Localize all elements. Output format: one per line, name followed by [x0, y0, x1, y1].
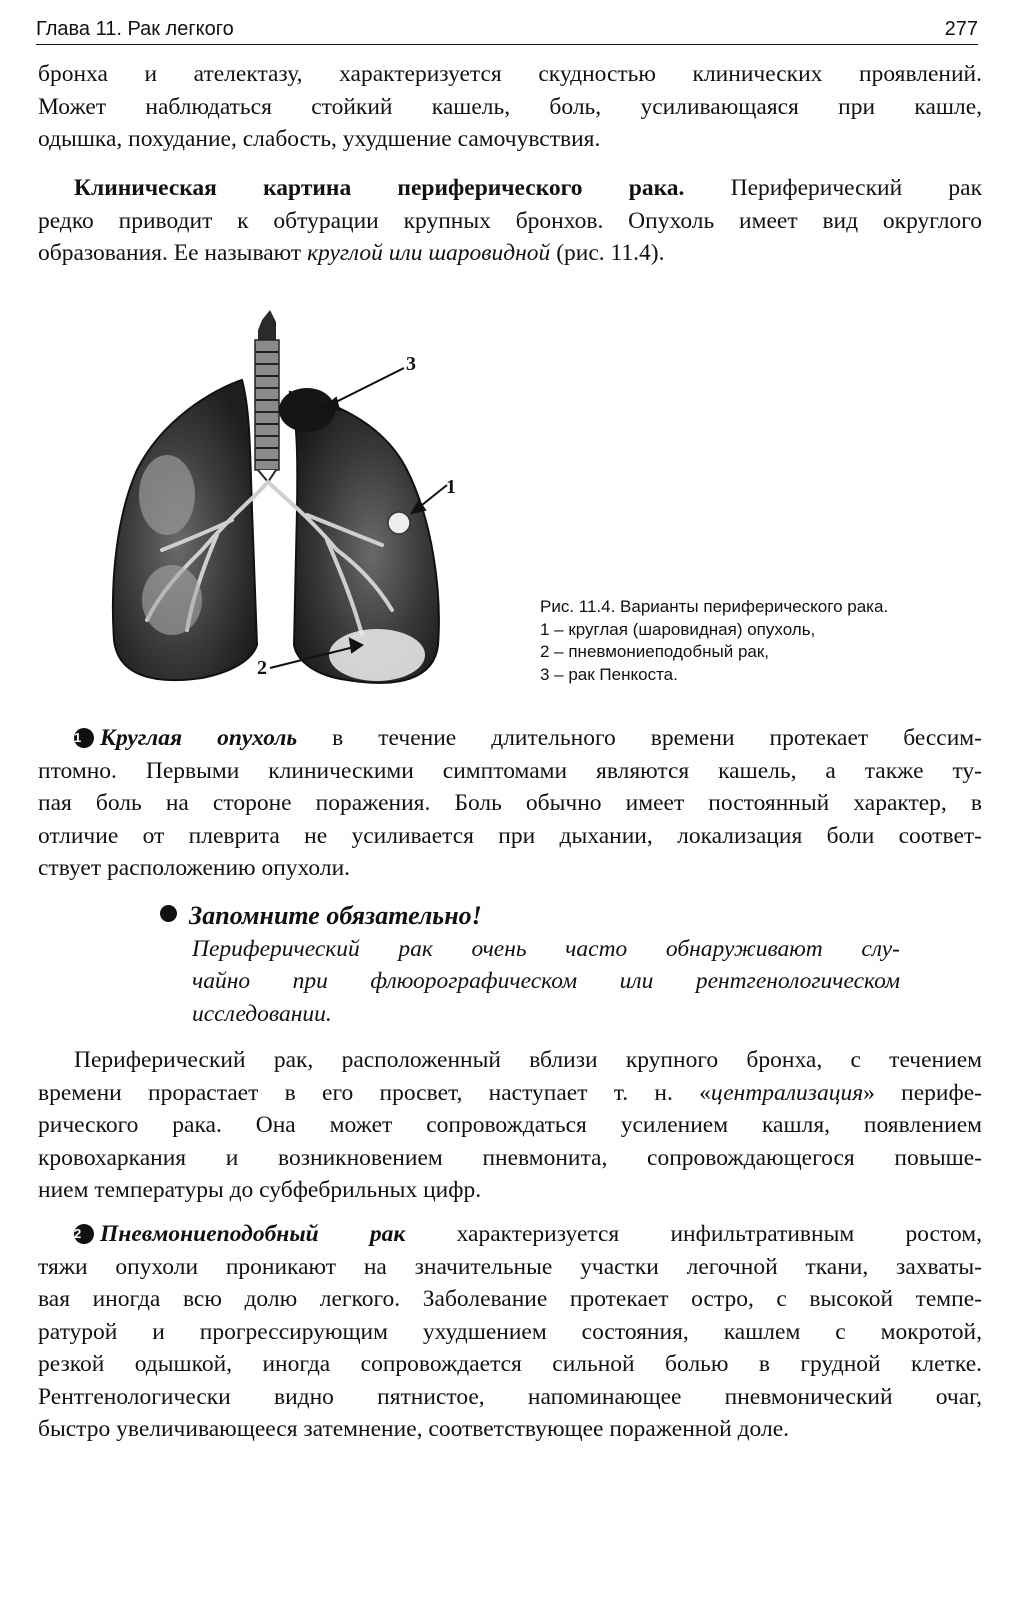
lung-left: [113, 380, 257, 680]
figure-caption: [540, 596, 980, 686]
note-title: Запомните обязательно!: [160, 900, 900, 933]
paragraph-5: [38, 1218, 982, 1446]
label-1: 1: [446, 476, 456, 498]
text-line: редко приводит к обтурации крупных бронхов. Опухоль имеет вид округлого: [38, 207, 982, 234]
text-line: птомно. Первыми клиническими симптомами являются кашель, а также ту-: [38, 757, 982, 784]
number-marker: 1: [74, 728, 94, 748]
lungs-illustration: [92, 300, 512, 700]
pneumonia-like-area: [329, 629, 425, 681]
label-3: 3: [406, 353, 416, 375]
text-line: тяжи опухоли проникают на значительные участки легочной ткани, захваты-: [38, 1253, 982, 1280]
text-line: Рентгенологически видно пятнистое, напоминающее пневмонический очаг,: [38, 1383, 982, 1410]
text-line: Периферический рак, расположенный вблизи крупного бронха, с течением: [74, 1047, 982, 1073]
text-line: вая иногда всю долю легкого. Заболевание протекает остро, с высокой темпе-: [38, 1286, 982, 1312]
note-body: [160, 933, 900, 1031]
text-line: отличие от плеврита не усиливается при дыхании, локализация боли соответ-: [38, 822, 982, 849]
remember-note: [160, 900, 900, 1030]
text-line: Периферический рак очень часто обнаруживают слу-: [192, 935, 900, 962]
chapter-title: Глава 11. Рак легкого: [36, 18, 234, 40]
text-line: времени прорастает в его просвет, наступает т. н. «централизация» перифе-: [38, 1079, 982, 1106]
lungs-figure: [92, 300, 512, 700]
text-line: нием температуры до субфебрильных цифр.: [38, 1177, 482, 1203]
text-line: рического рака. Она может сопровождаться усилением кашля, появлением: [38, 1112, 982, 1138]
text-line: одышка, похудание, слабость, ухудшение самочувствия.: [38, 126, 601, 152]
number-marker: 2: [74, 1224, 94, 1244]
caption-line: Рис. 11.4. Варианты периферического рака.: [540, 597, 889, 616]
label-2: 2: [257, 657, 267, 679]
text-line: исследовании.: [192, 1000, 332, 1027]
pancoast-tumor: [279, 388, 335, 432]
text-line: 2 Пневмониеподобный рак характеризуется инфильтративным ростом,: [74, 1221, 982, 1247]
text-line: образования. Ее называют круглой или шаровидной (рис. 11.4).: [38, 240, 665, 266]
caption-line: 2 – пневмониеподобный рак,: [540, 642, 770, 661]
text-line: пая боль на стороне поражения. Боль обычно имеет постоянный характер, в: [38, 790, 982, 816]
page-number: 277: [944, 18, 978, 40]
caption-line: 3 – рак Пенкоста.: [540, 664, 678, 684]
bullet-icon: [160, 905, 177, 922]
text-line: ратурой и прогрессирующим ухудшением состояния, кашлем с мокротой,: [38, 1318, 982, 1345]
text-line: чайно при флюорографическом или рентгенологическом: [192, 968, 900, 994]
italic-term: круглой или шаровидной: [307, 240, 551, 266]
paragraph-3: [38, 722, 982, 885]
italic-term: централизация: [710, 1079, 864, 1106]
text-line: бронха и ателектазу, характеризуется скудностью клинических проявлений.: [38, 61, 982, 87]
paragraph-1: [38, 58, 982, 156]
running-header: [36, 16, 978, 45]
paragraph-2: [38, 172, 982, 270]
caption-line: 1 – круглая (шаровидная) опухоль,: [540, 619, 816, 639]
trachea: [255, 310, 279, 482]
round-tumor: [388, 512, 410, 534]
text-line: Клиническая картина периферического рака. Периферический рак: [74, 175, 982, 201]
text-line: резкой одышкой, иногда сопровождается сильной болью в грудной клетке.: [38, 1351, 982, 1377]
text-line: кровохаркания и возникновением пневмонита, сопровождающегося повыше-: [38, 1144, 982, 1171]
text-line: ствует расположению опухоли.: [38, 855, 351, 881]
text-line: быстро увеличивающееся затемнение, соответствующее пораженной доле.: [38, 1416, 790, 1442]
paragraph-4: [38, 1044, 982, 1207]
section-heading: Клиническая картина периферического рака.: [74, 175, 685, 201]
italic-term: Пневмониеподобный рак: [100, 1221, 406, 1247]
italic-term: Круглая опухоль: [100, 725, 298, 751]
text-line: Может наблюдаться стойкий кашель, боль, усиливающаяся при кашле,: [38, 93, 982, 120]
text-line: 1 Круглая опухоль в течение длительного времени протекает бессим-: [74, 725, 982, 751]
